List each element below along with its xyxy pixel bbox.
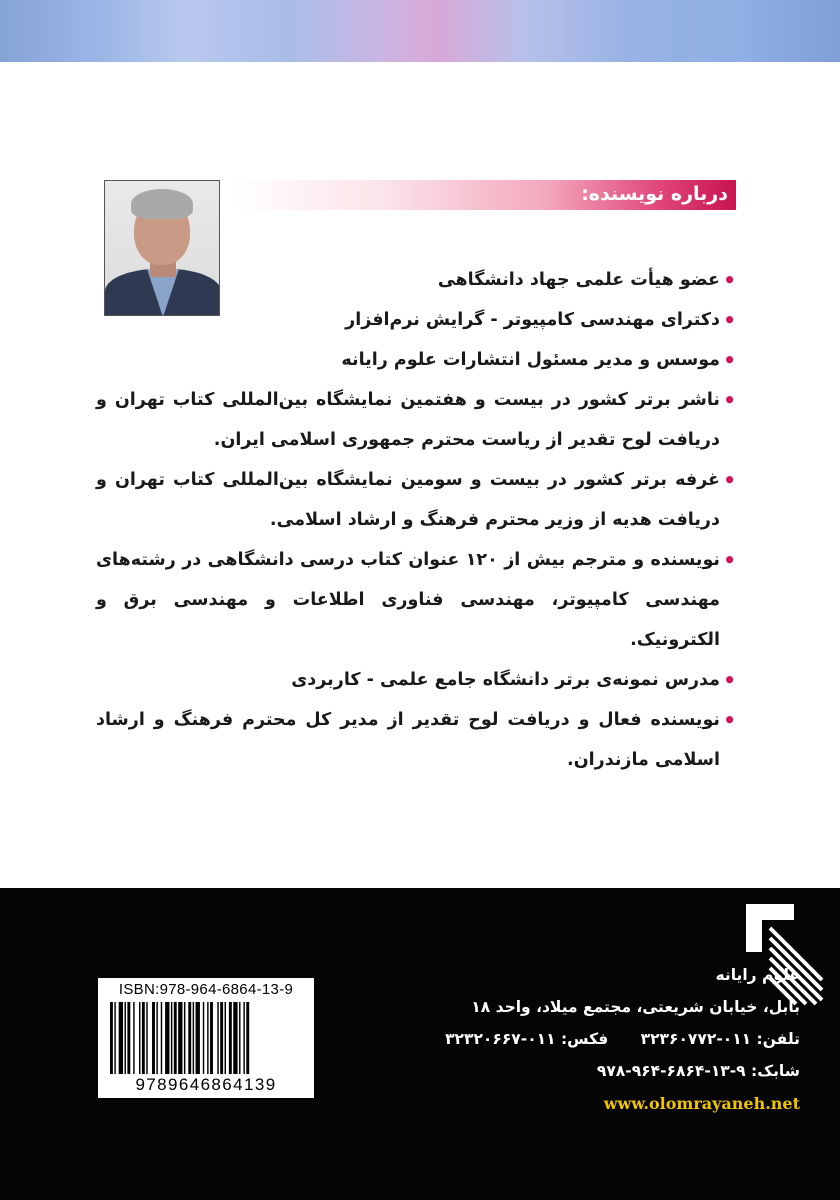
photo-hair [131,189,193,219]
about-heading-bar [232,180,736,210]
isbn-label: ISBN:978-964-6864-13-9 [118,981,294,998]
publisher-isbn: شابک: ۹-۱۳-۶۸۶۴-۹۶۴-۹۷۸ [596,1062,800,1080]
publisher-address: بابل، خیابان شریعتی، مجتمع میلاد، واحد ۱۸ [471,998,800,1016]
publisher-website[interactable]: www.olomrayaneh.net [603,1094,800,1113]
about-content [96,260,736,780]
publisher-phone: تلفن: ۰۱۱-۳۲۳۶۰۷۷۲ فکس: ۰۱۱-۳۲۳۲۰۶۶۷ [445,1030,800,1048]
top-gradient-band [0,0,840,62]
barcode-box [98,978,314,1098]
barcode-digits: 9789646864139 [135,1075,277,1094]
about-item: • غرفه برتر کشور در بیست و سومین نمایشگاه بین‌المللی کتاب تهران و دریافت هدیه از وزیر محترم فرهنگ و ارشاد اسلامی. [96,460,736,540]
barcode-icon [108,1002,304,1074]
about-heading: درباره نویسنده: [581,183,728,205]
about-item: • مدرس نمونه‌ی برتر دانشگاه جامع علمی - کاربردی [96,660,736,700]
about-item: • موسس و مدیر مسئول انتشارات علوم رایانه [96,340,736,380]
about-list [96,260,736,780]
publisher-name: علوم رایانه [715,966,800,984]
about-item: • نویسنده و مترجم بیش از ۱۲۰ عنوان کتاب درسی دانشگاهی در رشته‌های مهندسی کامپیوتر، مهندسی فناوری اطلاعات و مهندسی برق و الکترونیک. [96,540,736,660]
about-item: • نویسنده فعال و دریافت لوح تقدیر از مدیر کل محترم فرهنگ و ارشاد اسلامی مازندران. [96,700,736,780]
about-item: • دکترای مهندسی کامپیوتر - گرایش نرم‌افزار [96,300,736,340]
about-item: • ناشر برتر کشور در بیست و هفتمین نمایشگاه بین‌المللی کتاب تهران و دریافت لوح تقدیر از ریاست محترم جمهوری اسلامی ایران. [96,380,736,460]
about-item: • عضو هیأت علمی جهاد دانشگاهی [96,260,736,300]
